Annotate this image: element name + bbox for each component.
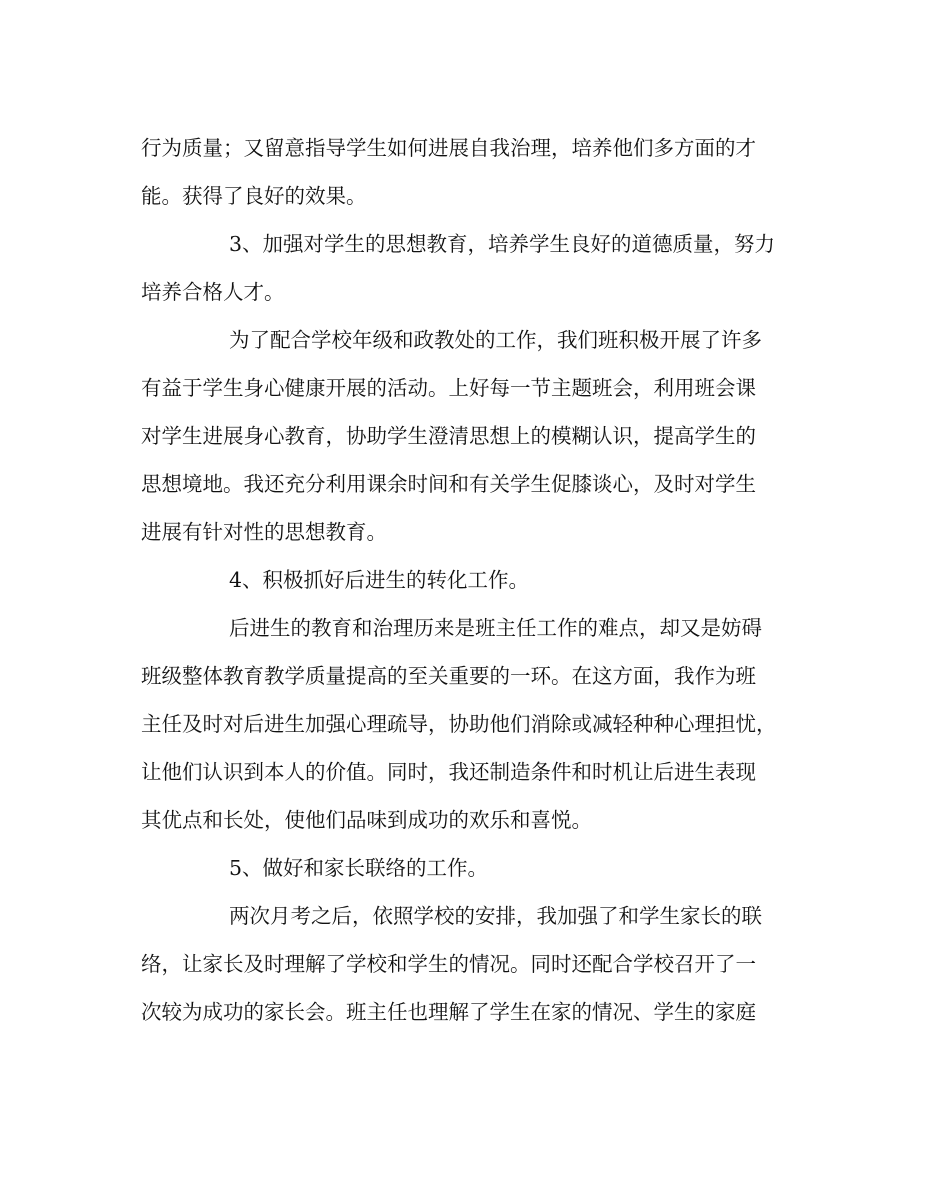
text-line-5: 为了配合学校年级和政教处的工作，我们班积极开展了许多 — [229, 328, 762, 352]
text-line-11: 后进生的教育和治理历来是班主任工作的难点，却又是妨碍 — [229, 616, 762, 640]
text-line-8: 思想境地。我还充分利用课余时间和有关学生促膝谈心，及时对学生 — [141, 472, 756, 496]
text-line-4: 培养合格人才。 — [141, 280, 285, 304]
text-line-6: 有益于学生身心健康开展的活动。上好每一节主题班会，利用班会课 — [141, 376, 756, 400]
text-line-13: 主任及时对后进生加强心理疏导，协助他们消除或减轻种种心理担忧， — [141, 712, 777, 736]
document-body — [141, 124, 821, 1036]
text-line-7: 对学生进展身心教育，协助学生澄清思想上的模糊认识，提高学生的 — [141, 424, 756, 448]
section-heading-3: 3、加强对学生的思想教育，培养学生良好的道德质量，努力 — [229, 232, 776, 256]
text-line-9: 进展有针对性的思想教育。 — [141, 520, 387, 544]
section-heading-4: 4、积极抓好后进生的转化工作。 — [229, 568, 530, 592]
text-line-1: 行为质量；又留意指导学生如何进展自我治理，培养他们多方面的才 — [141, 136, 756, 160]
text-line-15: 其优点和长处，使他们品味到成功的欢乐和喜悦。 — [141, 808, 592, 832]
text-line-19: 次较为成功的家长会。班主任也理解了学生在家的情况、学生的家庭 — [141, 1000, 756, 1024]
text-line-12: 班级整体教育教学质量提高的至关重要的一环。在这方面，我作为班 — [141, 664, 756, 688]
text-line-2: 能。获得了良好的效果。 — [141, 184, 367, 208]
text-line-17: 两次月考之后，依照学校的安排，我加强了和学生家长的联 — [229, 904, 762, 928]
text-line-14: 让他们认识到本人的价值。同时，我还制造条件和时机让后进生表现 — [141, 760, 756, 784]
section-heading-5: 5、做好和家长联络的工作。 — [229, 856, 489, 880]
text-line-18: 络，让家长及时理解了学校和学生的情况。同时还配合学校召开了一 — [141, 952, 756, 976]
